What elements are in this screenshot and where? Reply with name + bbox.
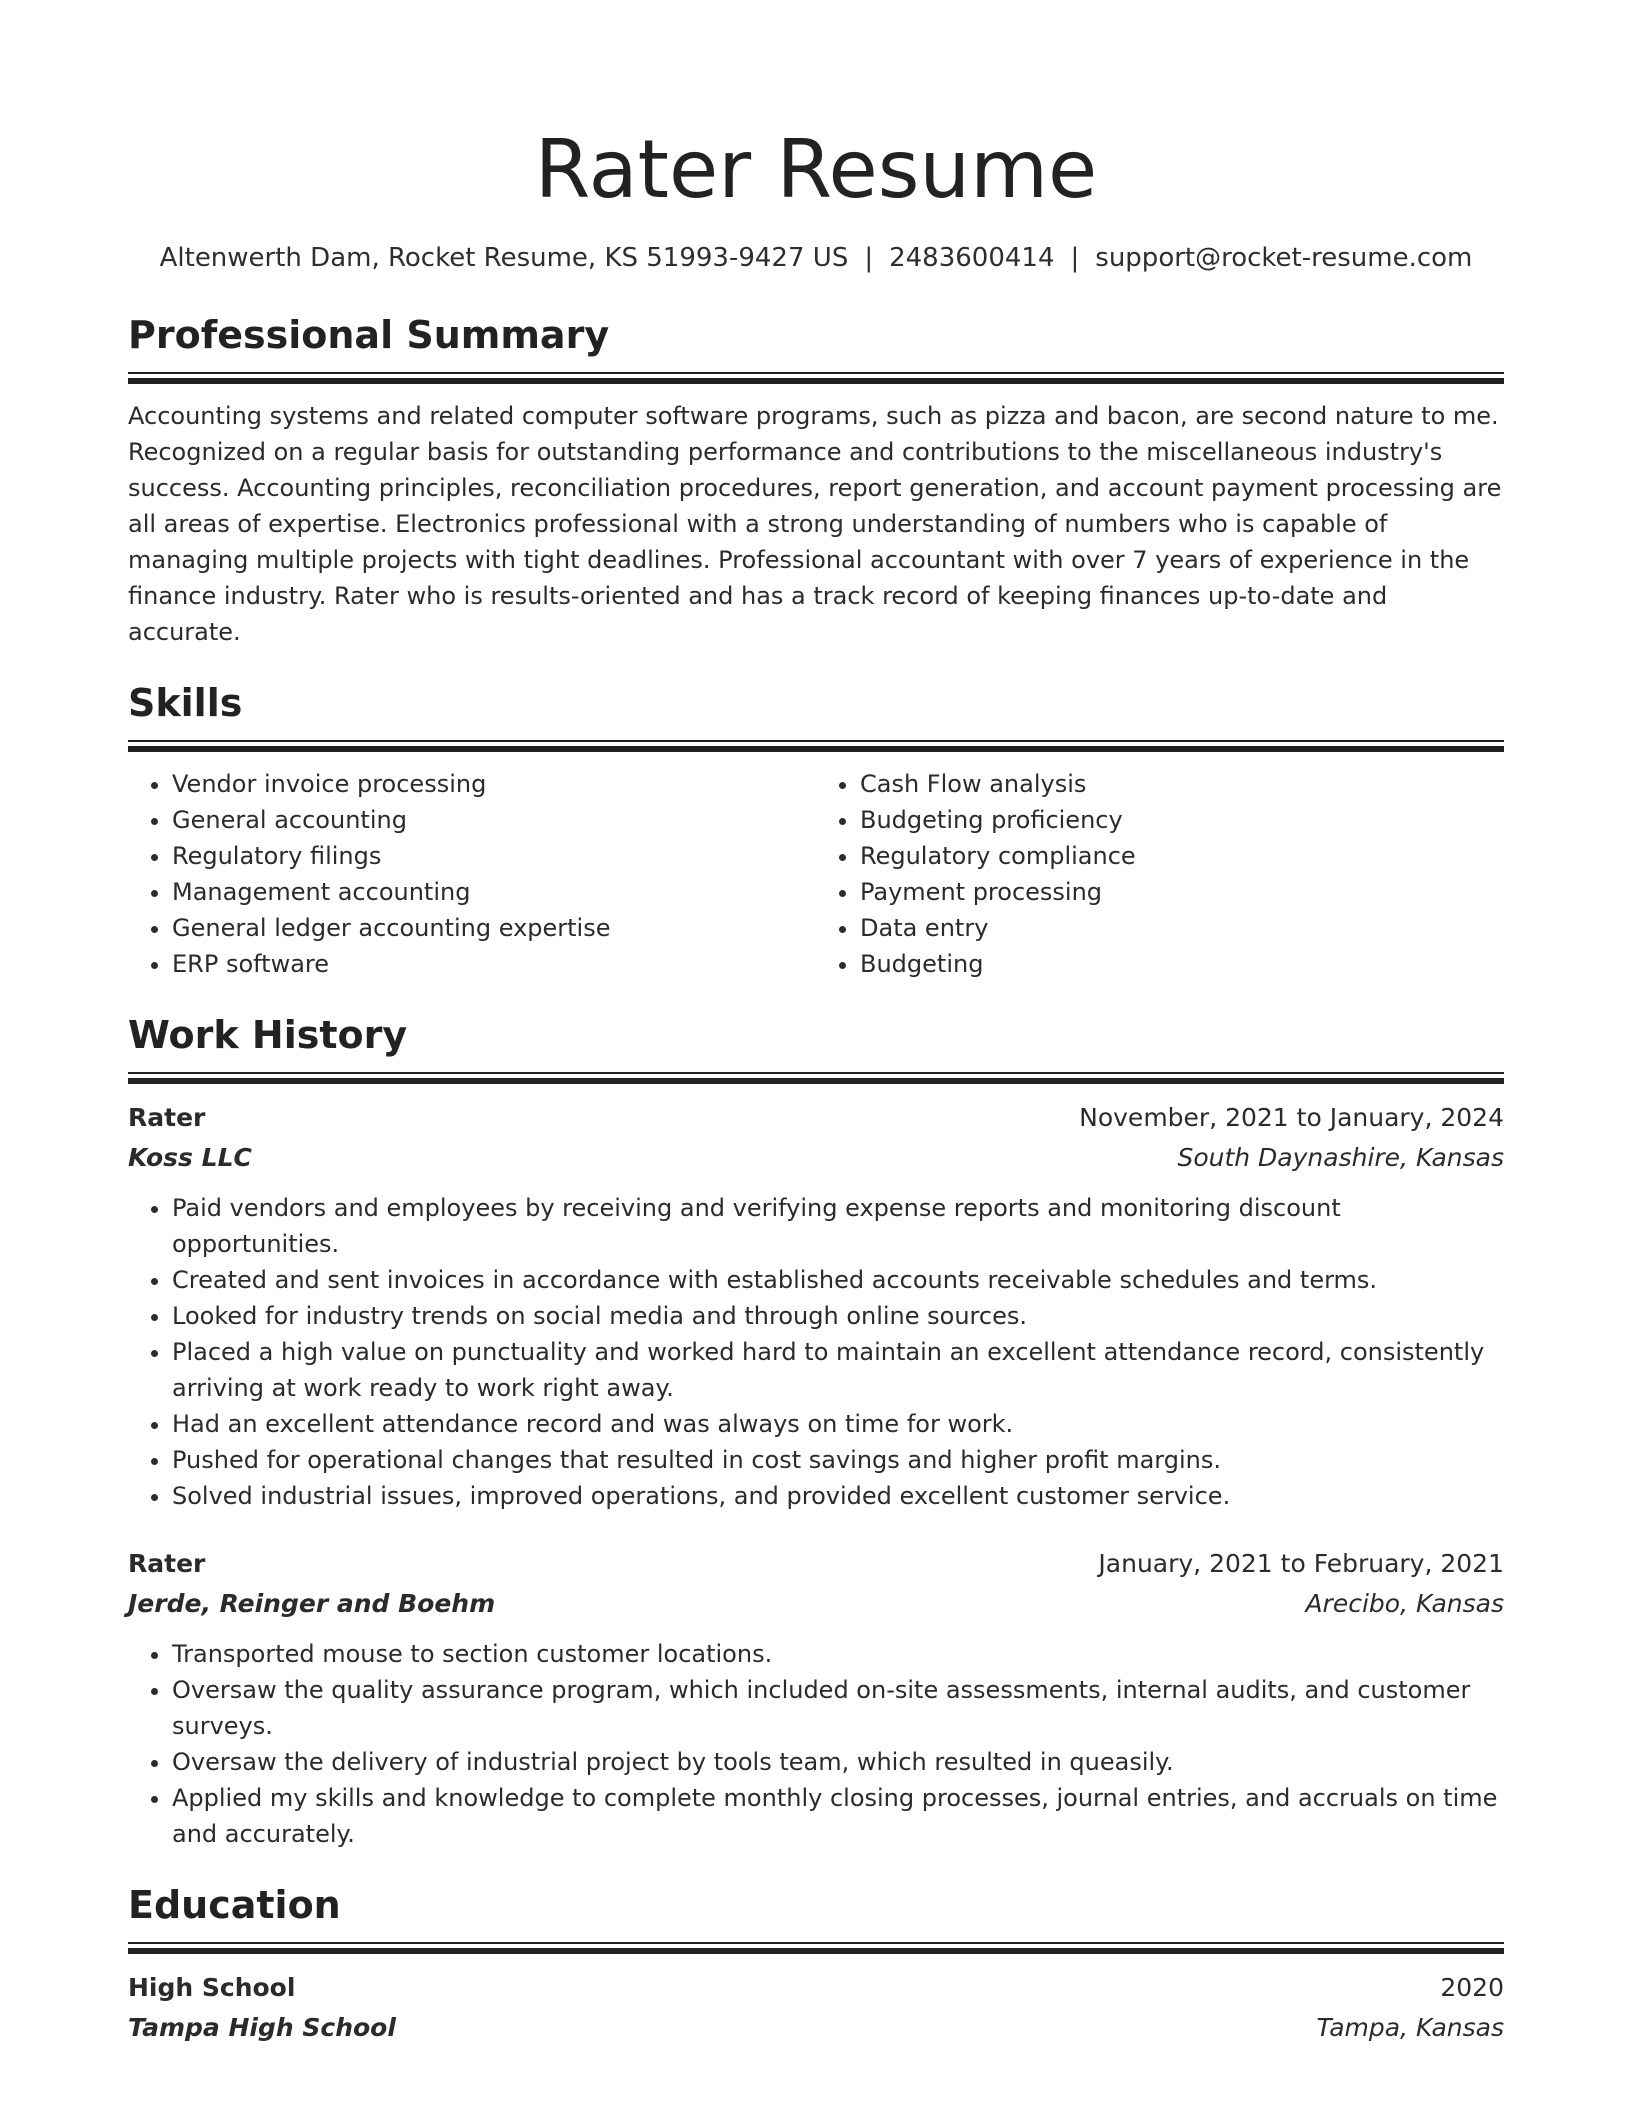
- job-bullets: [128, 1636, 1504, 1852]
- skill-item: • Cash Flow analysis: [860, 766, 1504, 802]
- work-section: [128, 1012, 1504, 1852]
- education-school: Tampa High School: [128, 2013, 396, 2042]
- job-bullet: • Transported mouse to section customer locations.: [172, 1636, 1504, 1672]
- contact-separator: |: [1070, 243, 1080, 273]
- job-bullet: • Paid vendors and employees by receiving and verifying expense reports and monitoring discount opportunities.: [172, 1190, 1504, 1262]
- education-entry: [128, 1968, 1504, 2048]
- skill-item: • Vendor invoice processing: [172, 766, 816, 802]
- skill-item: • Payment processing: [860, 874, 1504, 910]
- job-title: Rater: [128, 1549, 206, 1578]
- education-header-row: [128, 1968, 1504, 2008]
- education-year: 2020: [1440, 1973, 1504, 2002]
- skills-section: [128, 680, 1504, 982]
- skills-list-left: [128, 766, 816, 982]
- skill-item: • General accounting: [172, 802, 816, 838]
- skills-columns: [128, 766, 1504, 982]
- education-section: [128, 1882, 1504, 2048]
- job-bullet: • Looked for industry trends on social media and through online sources.: [172, 1298, 1504, 1334]
- skills-heading: Skills: [128, 681, 243, 725]
- job-bullet: • Solved industrial issues, improved operations, and provided excellent customer service.: [172, 1478, 1504, 1514]
- section-rule: [128, 1072, 1504, 1074]
- job-bullet: • Had an excellent attendance record and was always on time for work.: [172, 1406, 1504, 1442]
- skill-item: • Budgeting: [860, 946, 1504, 982]
- job-header-row: [128, 1098, 1504, 1138]
- job-dates: November, 2021 to January, 2024: [1079, 1103, 1504, 1132]
- job-company-row: [128, 1584, 1504, 1624]
- contact-phone: 2483600414: [889, 243, 1055, 273]
- job-bullets: [128, 1190, 1504, 1514]
- job-entry: [128, 1098, 1504, 1514]
- section-rule: [128, 372, 1504, 374]
- job-bullet: • Applied my skills and knowledge to complete monthly closing processes, journal entries, and accruals on time and accurately.: [172, 1780, 1504, 1852]
- education-location: Tampa, Kansas: [1316, 2013, 1504, 2042]
- job-bullet: • Pushed for operational changes that resulted in cost savings and higher profit margins.: [172, 1442, 1504, 1478]
- job-location: South Daynashire, Kansas: [1177, 1143, 1504, 1172]
- job-dates: January, 2021 to February, 2021: [1098, 1549, 1504, 1578]
- job-title: Rater: [128, 1103, 206, 1132]
- section-rule-thick: [128, 1078, 1504, 1084]
- skill-item: • General ledger accounting expertise: [172, 910, 816, 946]
- job-bullet: • Created and sent invoices in accordance with established accounts receivable schedules and terms.: [172, 1262, 1504, 1298]
- skill-item: • ERP software: [172, 946, 816, 982]
- skill-item: • Data entry: [860, 910, 1504, 946]
- skill-item: • Management accounting: [172, 874, 816, 910]
- skill-item: • Budgeting proficiency: [860, 802, 1504, 838]
- resume-name: Rater Resume: [534, 123, 1098, 216]
- education-degree: High School: [128, 1973, 296, 2002]
- job-header-row: [128, 1544, 1504, 1584]
- section-rule: [128, 1942, 1504, 1944]
- job-company-row: [128, 1138, 1504, 1178]
- work-heading: Work History: [128, 1013, 408, 1057]
- section-rule-thick: [128, 378, 1504, 384]
- section-rule: [128, 740, 1504, 742]
- contact-address: Altenwerth Dam, Rocket Resume, KS 51993-9427 US: [159, 243, 849, 273]
- contact-email: support@rocket-resume.com: [1095, 243, 1473, 273]
- job-bullet: • Oversaw the quality assurance program, which included on-site assessments, internal audits, and customer surveys.: [172, 1672, 1504, 1744]
- section-rule-thick: [128, 746, 1504, 752]
- skill-item: • Regulatory compliance: [860, 838, 1504, 874]
- contact-separator: |: [864, 243, 874, 273]
- job-bullet: • Placed a high value on punctuality and worked hard to maintain an excellent attendance record, consistently arriving at work ready to work right away.: [172, 1334, 1504, 1406]
- summary-section: [128, 312, 1504, 650]
- summary-text: Accounting systems and related computer software programs, such as pizza and bacon, are second nature to me. Recognized on a regular basis for outstanding performance and contributions to the miscellaneous industry's success. Accounting principles, reconciliation procedures, report generation, and account payment processing are all areas of expertise. Electronics professional with a strong understanding of numbers who is capable of managing multiple projects with tight deadlines. Professional accountant with over 7 years of experience in the finance industry. Rater who is results-oriented and has a track record of keeping finances up-to-date and accurate.: [128, 402, 1502, 646]
- education-heading: Education: [128, 1883, 341, 1927]
- contact-line: [128, 242, 1504, 274]
- section-rule-thick: [128, 1948, 1504, 1954]
- summary-heading: Professional Summary: [128, 313, 610, 357]
- job-entry: [128, 1544, 1504, 1852]
- job-location: Arecibo, Kansas: [1305, 1589, 1504, 1618]
- education-school-row: [128, 2008, 1504, 2048]
- job-company: Koss LLC: [128, 1143, 252, 1172]
- job-bullet: • Oversaw the delivery of industrial project by tools team, which resulted in queasily.: [172, 1744, 1504, 1780]
- job-company: Jerde, Reinger and Boehm: [128, 1589, 496, 1618]
- skill-item: • Regulatory filings: [172, 838, 816, 874]
- skills-list-right: [816, 766, 1504, 982]
